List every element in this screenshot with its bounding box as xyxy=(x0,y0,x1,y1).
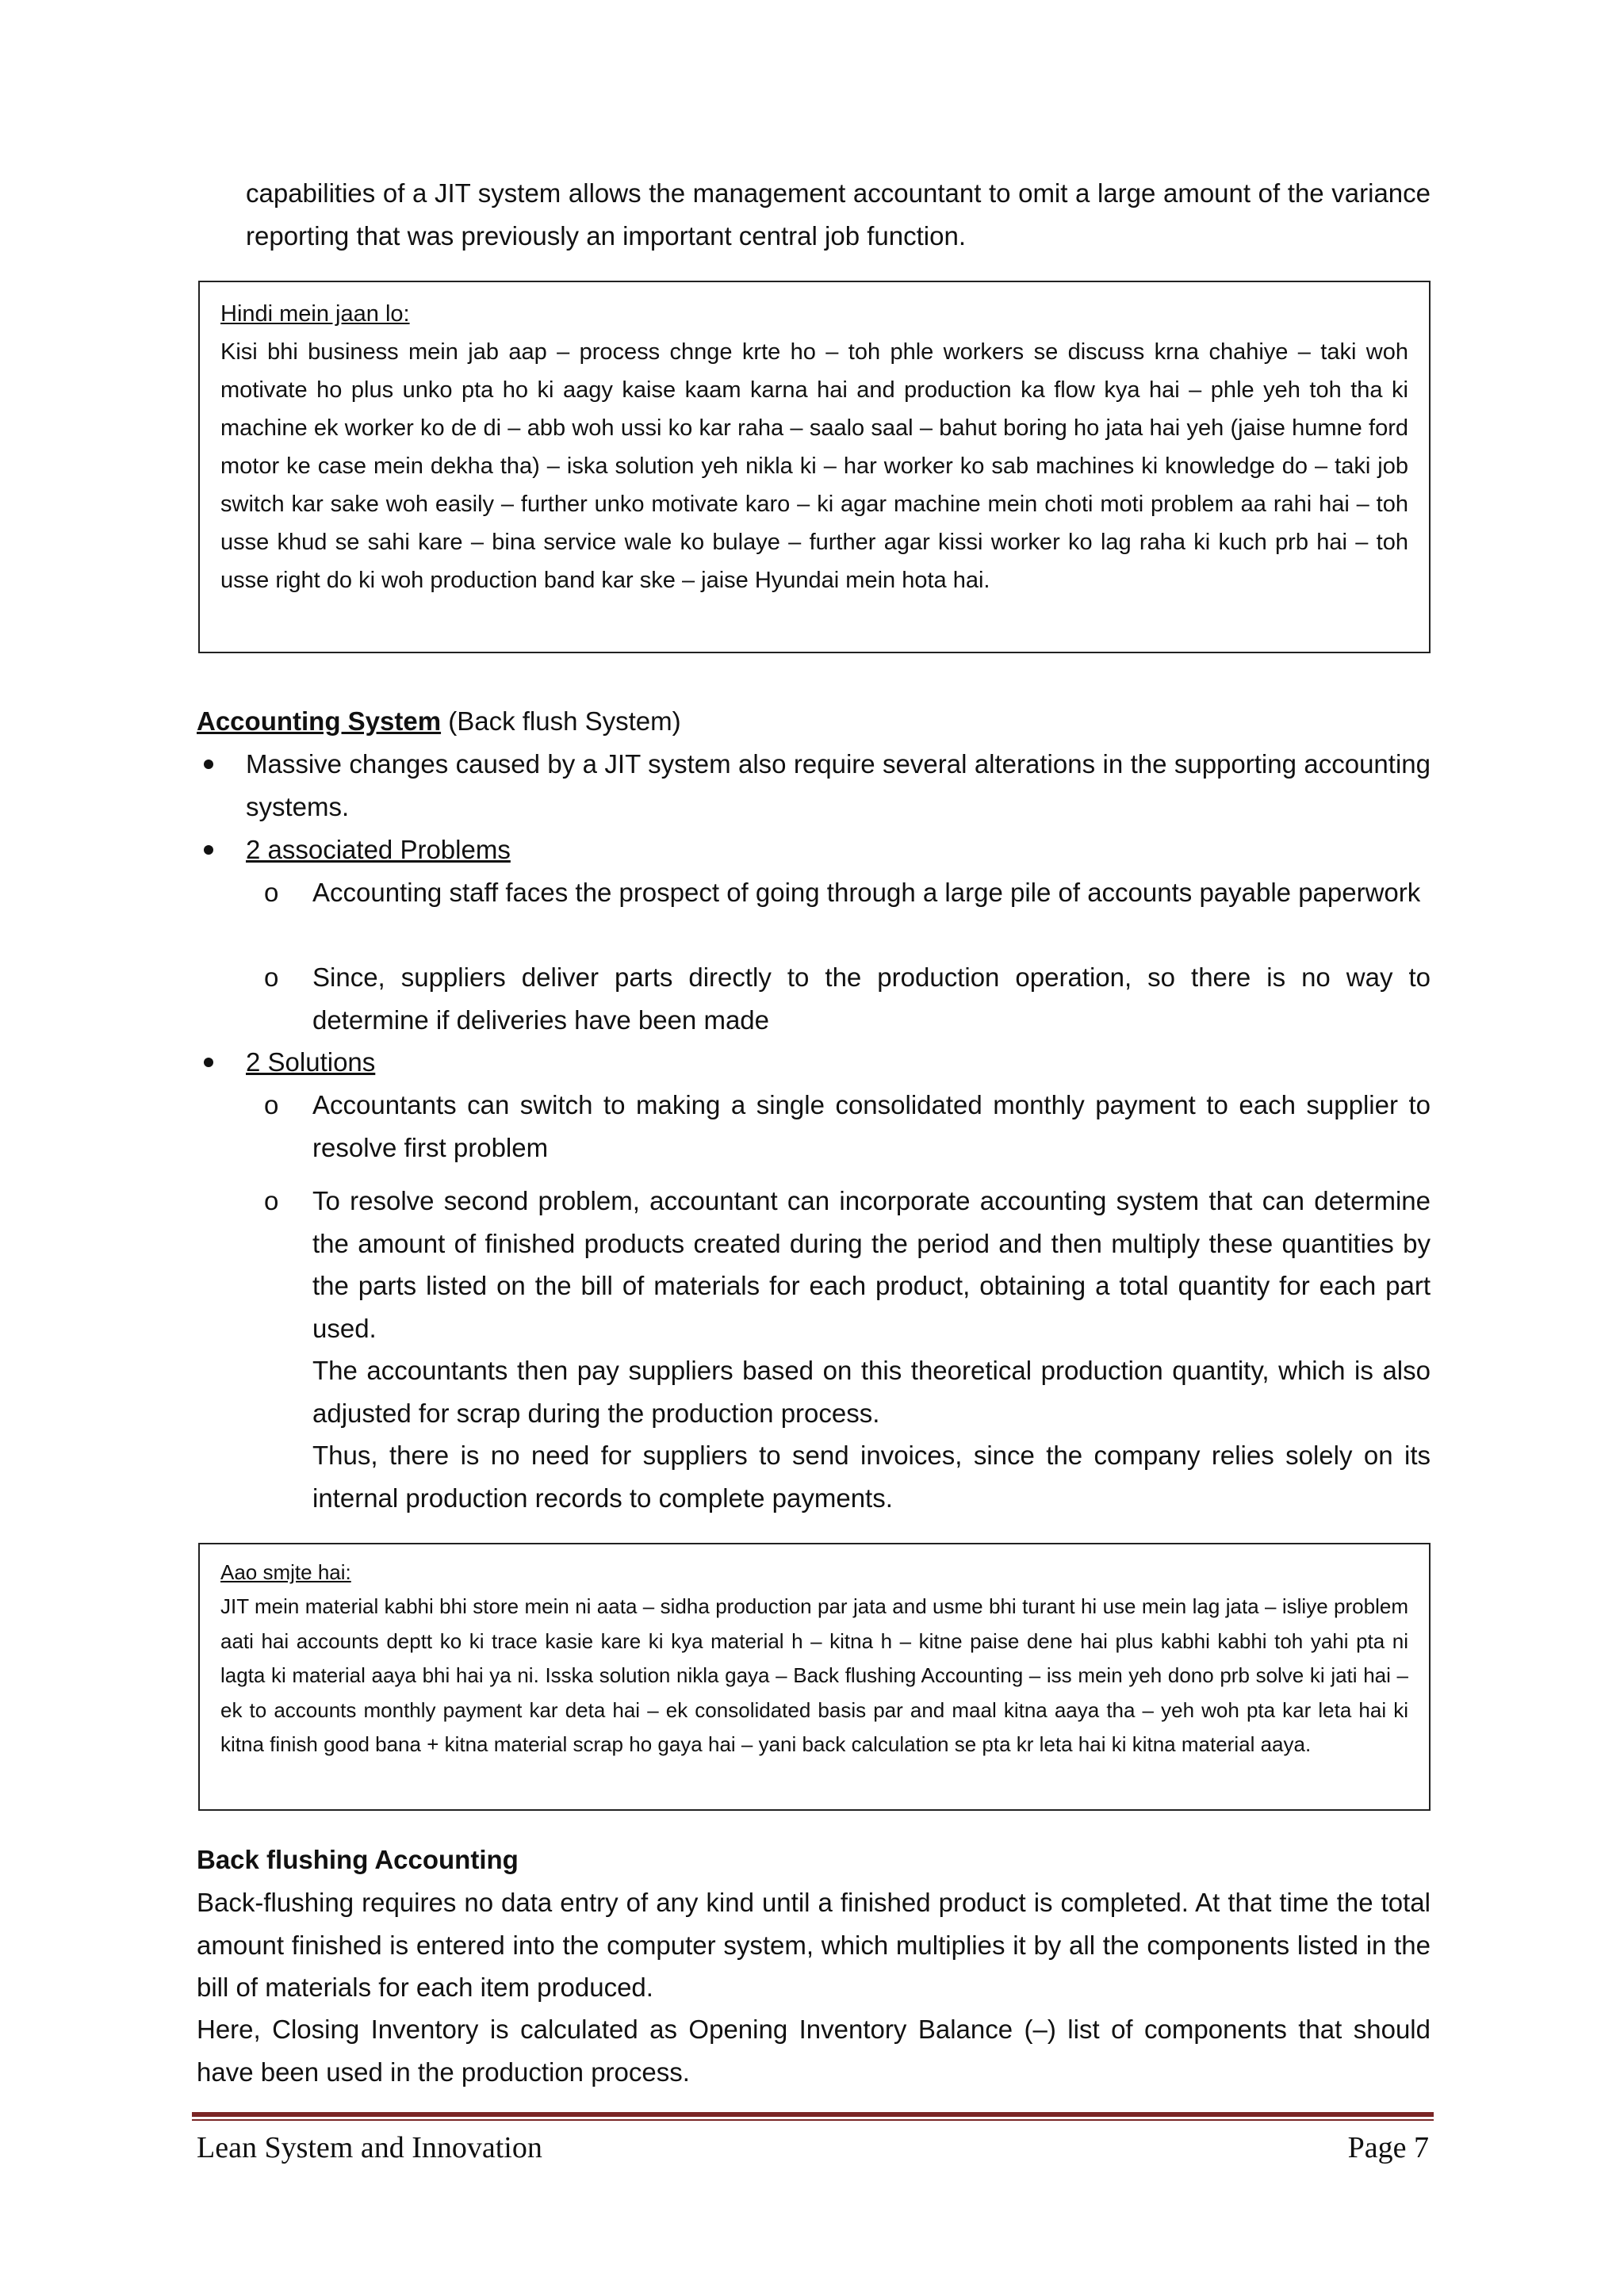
bullet-dot xyxy=(204,1058,213,1067)
intro-paragraph: capabilities of a JIT system allows the management accountant to omit a large amount of the variance reporting that was previously an important central job function. xyxy=(246,178,1431,251)
footer-rule-thin xyxy=(192,2119,1434,2121)
solutions-label: 2 Solutions xyxy=(246,1047,376,1077)
sub-bullet-marker: o xyxy=(264,962,279,992)
aao-note-text: JIT mein material kabhi bhi store mein ni aata – sidha production par jata and usme bhi turant hi use mein lag jata – isliye problem aati hai accounts deptt ko ki trace kasie kare ki kya material h – kitna h – kitne paise dene hai plus kabhi kabhi toh yahi pta ni lagta ki material aaya bhi hai ya ni. Isska solution nikla gaya – Back flushing Accounting – iss mein yeh dono prb solve ki jati hai – ek to accounts monthly payment kar deta hai – ek consolidated basis par and maal kitna aaya tha – yeh woh pta kar leta hai ki kitna finish good bana + kitna material scrap ho gaya hai – yani back calculation se pta kr leta hai ki kitna material aaya. xyxy=(220,1594,1408,1757)
accounting-system-subtitle: (Back flush System) xyxy=(441,706,681,736)
bullet-jit-changes: Massive changes caused by a JIT system also require several alterations in the supporting accounting systems. xyxy=(246,749,1431,821)
bullet-dot xyxy=(204,845,213,855)
solution-item-2: To resolve second problem, accountant can incorporate accounting system that can determine the amount of finished products created during the period and then multiply these quantities by the parts listed on the bill of materials for each product, obtaining a total quantity for each part used. xyxy=(312,1186,1431,1343)
hindi-note-title: Hindi mein jaan lo: xyxy=(220,301,410,327)
aao-note-title: Aao smjte hai: xyxy=(220,1560,351,1584)
sub-bullet-marker: o xyxy=(264,1186,279,1215)
page-number: Page 7 xyxy=(1347,2131,1429,2164)
solution-item-2-continued-1: The accountants then pay suppliers based on this theoretical production quantity, which is also adjusted for scrap during the production process. xyxy=(312,1356,1431,1428)
backflush-paragraph-1: Back-flushing requires no data entry of any kind until a finished product is completed. At that time the total amount finished is entered into the computer system, which multiplies it by all the components listed in the bill of materials for each item produced. xyxy=(197,1888,1431,2002)
solution-item-2-continued-2: Thus, there is no need for suppliers to send invoices, since the company relies solely on its internal production records to complete payments. xyxy=(312,1441,1431,1513)
accounting-system-title: Accounting System xyxy=(197,706,442,736)
aao-smjte-note-box xyxy=(198,1543,1431,1811)
sub-bullet-marker: o xyxy=(264,878,279,907)
solution-item-1: Accountants can switch to making a single consolidated monthly payment to each supplier to resolve first problem xyxy=(312,1090,1431,1162)
problem-item-1: Accounting staff faces the prospect of going through a large pile of accounts payable paperwork xyxy=(312,878,1421,907)
sub-bullet-marker: o xyxy=(264,1090,279,1119)
footer-title: Lean System and Innovation xyxy=(197,2131,542,2164)
backflush-paragraph-2: Here, Closing Inventory is calculated as Opening Inventory Balance (–) list of components that should have been used in the production process. xyxy=(197,2015,1431,2087)
hindi-note-box xyxy=(198,281,1431,653)
problem-item-2: Since, suppliers deliver parts directly to the production operation, so there is no way to determine if deliveries have been made xyxy=(312,962,1431,1035)
bullet-dot xyxy=(204,760,213,769)
backflush-heading: Back flushing Accounting xyxy=(197,1845,519,1874)
accounting-system-heading xyxy=(197,700,681,743)
problems-label: 2 associated Problems xyxy=(246,835,511,864)
footer-rule xyxy=(192,2112,1434,2117)
hindi-note-text: Kisi bhi business mein jab aap – process chnge krte ho – toh phle workers se discuss krna chahiye – taki woh motivate ho plus unko pta ho ki aagy kaise kaam karna hai and production ka flow kya hai – phle yeh toh tha ki machine ek worker ko de di – abb woh ussi ko kar raha – saalo saal – bahut boring ho jata hai yeh (jaise humne ford motor ke case mein dekha tha) – iska solution yeh nikla ki – har worker ko sab machines ki knowledge do – taki job switch kar sake woh easily – further unko motivate karo – ki agar machine mein choti moti problem aa rahi hai – toh usse khud se sahi kare – bina service wale ko bulaye – further agar kissi worker ko lag raha ki kuch prb hai – toh usse right do ki woh production band kar ske – jaise Hyundai mein hota hai. xyxy=(220,339,1408,593)
